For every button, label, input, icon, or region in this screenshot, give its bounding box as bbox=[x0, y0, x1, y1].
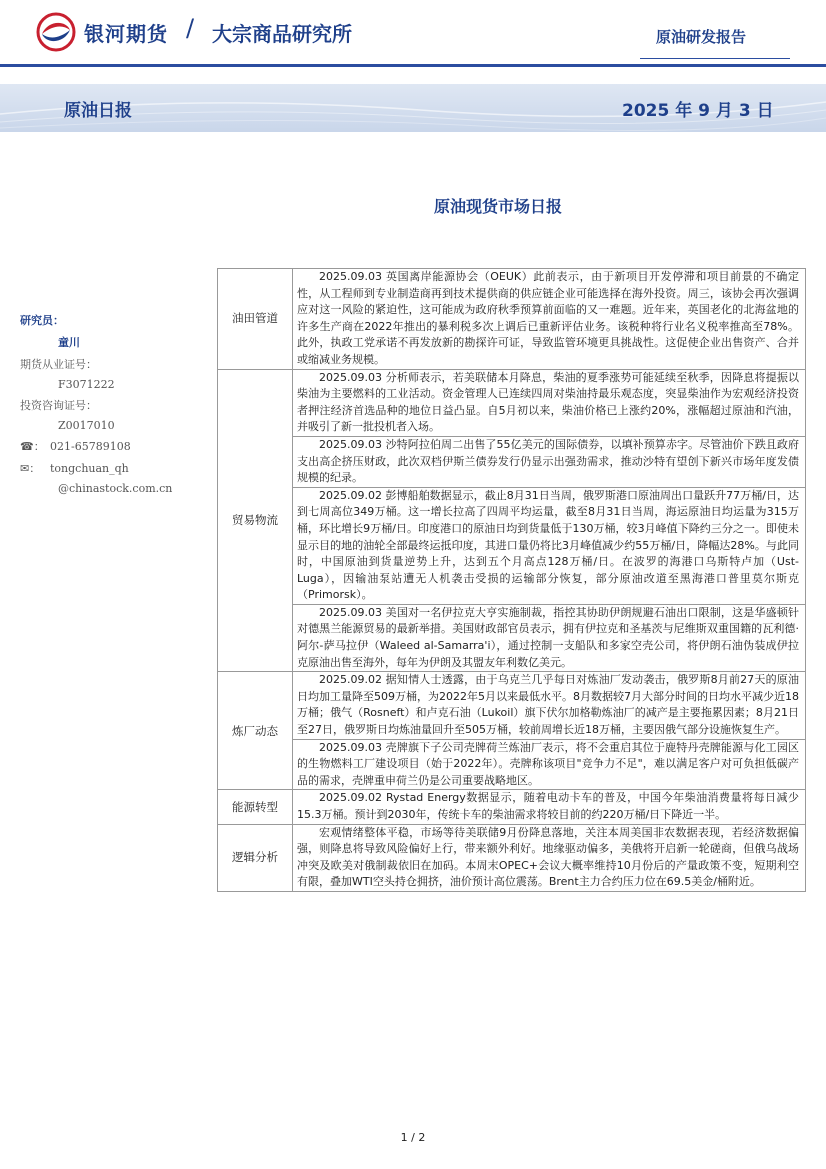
news-paragraph: 2025.09.03 沙特阿拉伯周二出售了55亿美元的国际债券，以填补预算赤字。尽管油价下跌且政府支出高企挤压财政，此次双档伊斯兰债券发行仍显示出强劲需求，推动沙特有望创下新兴市场年度发债规模的纪录。 bbox=[297, 437, 799, 485]
table-row bbox=[218, 487, 806, 604]
content-cell bbox=[293, 739, 806, 790]
daily-label: 原油日报 bbox=[64, 101, 132, 121]
category-cell: 贸易物流 bbox=[218, 369, 293, 672]
invest-cert: Z0017010 bbox=[58, 419, 115, 432]
news-paragraph: 2025.09.03 英国离岸能源协会（OEUK）此前表示，由于新项目开发停滞和项目前景的不确定性，从工程师到专业制造商再到技术提供商的供应链企业可能选择在海外投资。周三，该协会再次强调应对这一风险的紧迫性，这可能成为政府秋季预算前面临的又一难题。近年来，英国老化的北海盆地的许多生产商在2022年推出的暴利税多次上调后已重新评估业务。该税种将行业名义税率推高至78%。此外，执政工党承诺不再发放新的勘探许可证，导致监管环境更具挑战性。这促使企业出售资产、合并或缩减业务规模。 bbox=[297, 270, 799, 366]
news-paragraph: 2025.09.02 彭博船舶数据显示，截止8月31日当周，俄罗斯港口原油周出口量跃升77万桶/日，达到七周高位349万桶。这一增长拉高了四周平均运量，截至8月31日当周，海运原油日均运量为315万桶，环比增长9万桶/日。印度港口的原油日均到货量低于130万桶，较3月峰值下降约三分之一。即使未显示目的地的油轮全部最终运抵印度，其进口量仍将比3月峰值减少约55万桶/日，降幅达28%。与此同时，中国原油到货量逆势上升，达到五个月高点128万桶/日。在波罗的海港口乌斯特卢加（Ust-Luga），因输油泵站遭无人机袭击受损的运输部分恢复，部分原油改道至黑海港口普里莫尔斯克（Primorsk）。 bbox=[297, 488, 799, 602]
category-cell: 炼厂动态 bbox=[218, 672, 293, 790]
email-user[interactable]: tongchuan_qh bbox=[50, 462, 129, 475]
report-type: 原油研发报告 bbox=[656, 28, 747, 46]
table-row bbox=[218, 436, 806, 487]
content-cell bbox=[293, 672, 806, 739]
invest-cert-label: 投资咨询证号： bbox=[20, 399, 97, 412]
category-cell: 油田管道 bbox=[218, 269, 293, 370]
email-row bbox=[20, 460, 200, 476]
content-cell bbox=[293, 269, 806, 370]
table-row bbox=[218, 790, 806, 824]
researcher-name: 童川 bbox=[58, 336, 80, 349]
news-paragraph: 2025.09.02 Rystad Energy数据显示，随着电动卡车的普及，中国今年柴油消费量将每日减少15.3万桶。预计到2030年，传统卡车的柴油需求将较目前的约220万桶/日下降近一半。 bbox=[297, 791, 799, 821]
document-title: 原油现货市场日报 bbox=[433, 197, 562, 216]
news-paragraph: 2025.09.03 美国对一名伊拉克大亨实施制裁，指控其协助伊朗规避石油出口限制，这是华盛顿针对德黑兰能源贸易的最新举措。美国财政部官员表示，拥有伊拉克和圣基茨与尼维斯双重国籍的瓦利德·阿尔-萨马拉伊（Waleed al-Samarra'i），通过控制一支船队和多家空壳公司，将伊朗石油伪装成伊拉克原油出售至海外，每年为伊朗及其盟友年利数亿美元。 bbox=[297, 605, 799, 669]
table-row bbox=[218, 369, 806, 436]
news-paragraph: 2025.09.03 分析师表示，若美联储本月降息，柴油的夏季涨势可能延续至秋季，因降息将提振以柴油为主要燃料的工业活动。资金管理人已连续四周对柴油持最乐观态度，突显柴油作为宏观经济投资者押注经济首选品种的地位日益凸显。自5月初以来，柴油价格已上涨约20%，涨幅超过原油和汽油，并吸引了新一批投机者入场。 bbox=[297, 370, 799, 434]
content-cell bbox=[293, 369, 806, 436]
content-cell bbox=[293, 790, 806, 824]
table-row bbox=[218, 672, 806, 739]
email-domain[interactable]: @chinastock.com.cn bbox=[58, 482, 173, 495]
content-cell bbox=[293, 436, 806, 487]
header-divider: / bbox=[186, 14, 195, 42]
table-row bbox=[218, 604, 806, 671]
content-cell bbox=[293, 487, 806, 604]
category-cell: 逻辑分析 bbox=[218, 824, 293, 891]
category-cell: 能源转型 bbox=[218, 790, 293, 824]
institute-name: 大宗商品研究所 bbox=[212, 22, 352, 46]
phone-row bbox=[20, 438, 200, 454]
table-row bbox=[218, 269, 806, 370]
phone-number: 021-65789108 bbox=[50, 440, 131, 453]
header-rule bbox=[0, 64, 826, 67]
mail-icon: ✉： bbox=[20, 462, 41, 475]
researcher-label: 研究员： bbox=[20, 314, 64, 327]
table-row bbox=[218, 739, 806, 790]
page-number: 1 / 2 bbox=[400, 1131, 426, 1144]
news-paragraph: 2025.09.02 据知情人士透露，由于乌克兰几乎每日对炼油厂发动袭击，俄罗斯8月前27天的原油日均加工量降至509万桶，为2022年5月以来最低水平。8月数据较7月大部分时间的日均水平减少近18万桶；俄气（Rosneft）和卢克石油（Lukoil）旗下伏尔加格勒炼油厂的减产是主要拖累因素；8月21日至27日，俄罗斯日均炼油量回升至505万桶，较前周增长近18万桶，主要因俄气部分设施恢复生产。 bbox=[297, 673, 799, 737]
header-underline bbox=[640, 58, 790, 59]
phone-icon: ☎： bbox=[20, 440, 45, 453]
galaxy-futures-logo-icon bbox=[36, 12, 76, 52]
content-cell bbox=[293, 824, 806, 891]
news-paragraph: 宏观情绪整体平稳，市场等待美联储9月份降息落地，关注本周美国非农数据表现，若经济数据偏强，则降息将导致风险偏好上行，带来额外利好。地缘驱动偏多，美俄将开启新一轮磋商，但俄乌战场冲突及欧美对俄制裁依旧在加码。本周末OPEC+会议大概率维持10月份后的产量政策不变，短期利空有限，叠加WTI空头持仓拥挤，油价预计高位震荡。Brent主力合约压力位在69.5美金/桶附近。 bbox=[297, 825, 799, 889]
news-paragraph: 2025.09.03 壳牌旗下子公司壳牌荷兰炼油厂表示，将不会重启其位于鹿特丹壳牌能源与化工园区的生物燃料工厂建设项目（始于2022年）。壳牌称该项目"竞争力不足"，难以满足客户对可负担低碳产品的需求，壳牌重申荷兰仍是公司重要战略地区。 bbox=[297, 740, 799, 787]
content-cell bbox=[293, 604, 806, 671]
futures-cert-label: 期货从业证号： bbox=[20, 358, 97, 371]
brand-name: 银河期货 bbox=[84, 22, 168, 46]
report-date: 2025 年 9 月 3 日 bbox=[622, 101, 774, 121]
table-row bbox=[218, 824, 806, 891]
analyst-info bbox=[20, 312, 200, 495]
market-news-table bbox=[217, 268, 806, 892]
futures-cert: F3071222 bbox=[58, 378, 115, 391]
